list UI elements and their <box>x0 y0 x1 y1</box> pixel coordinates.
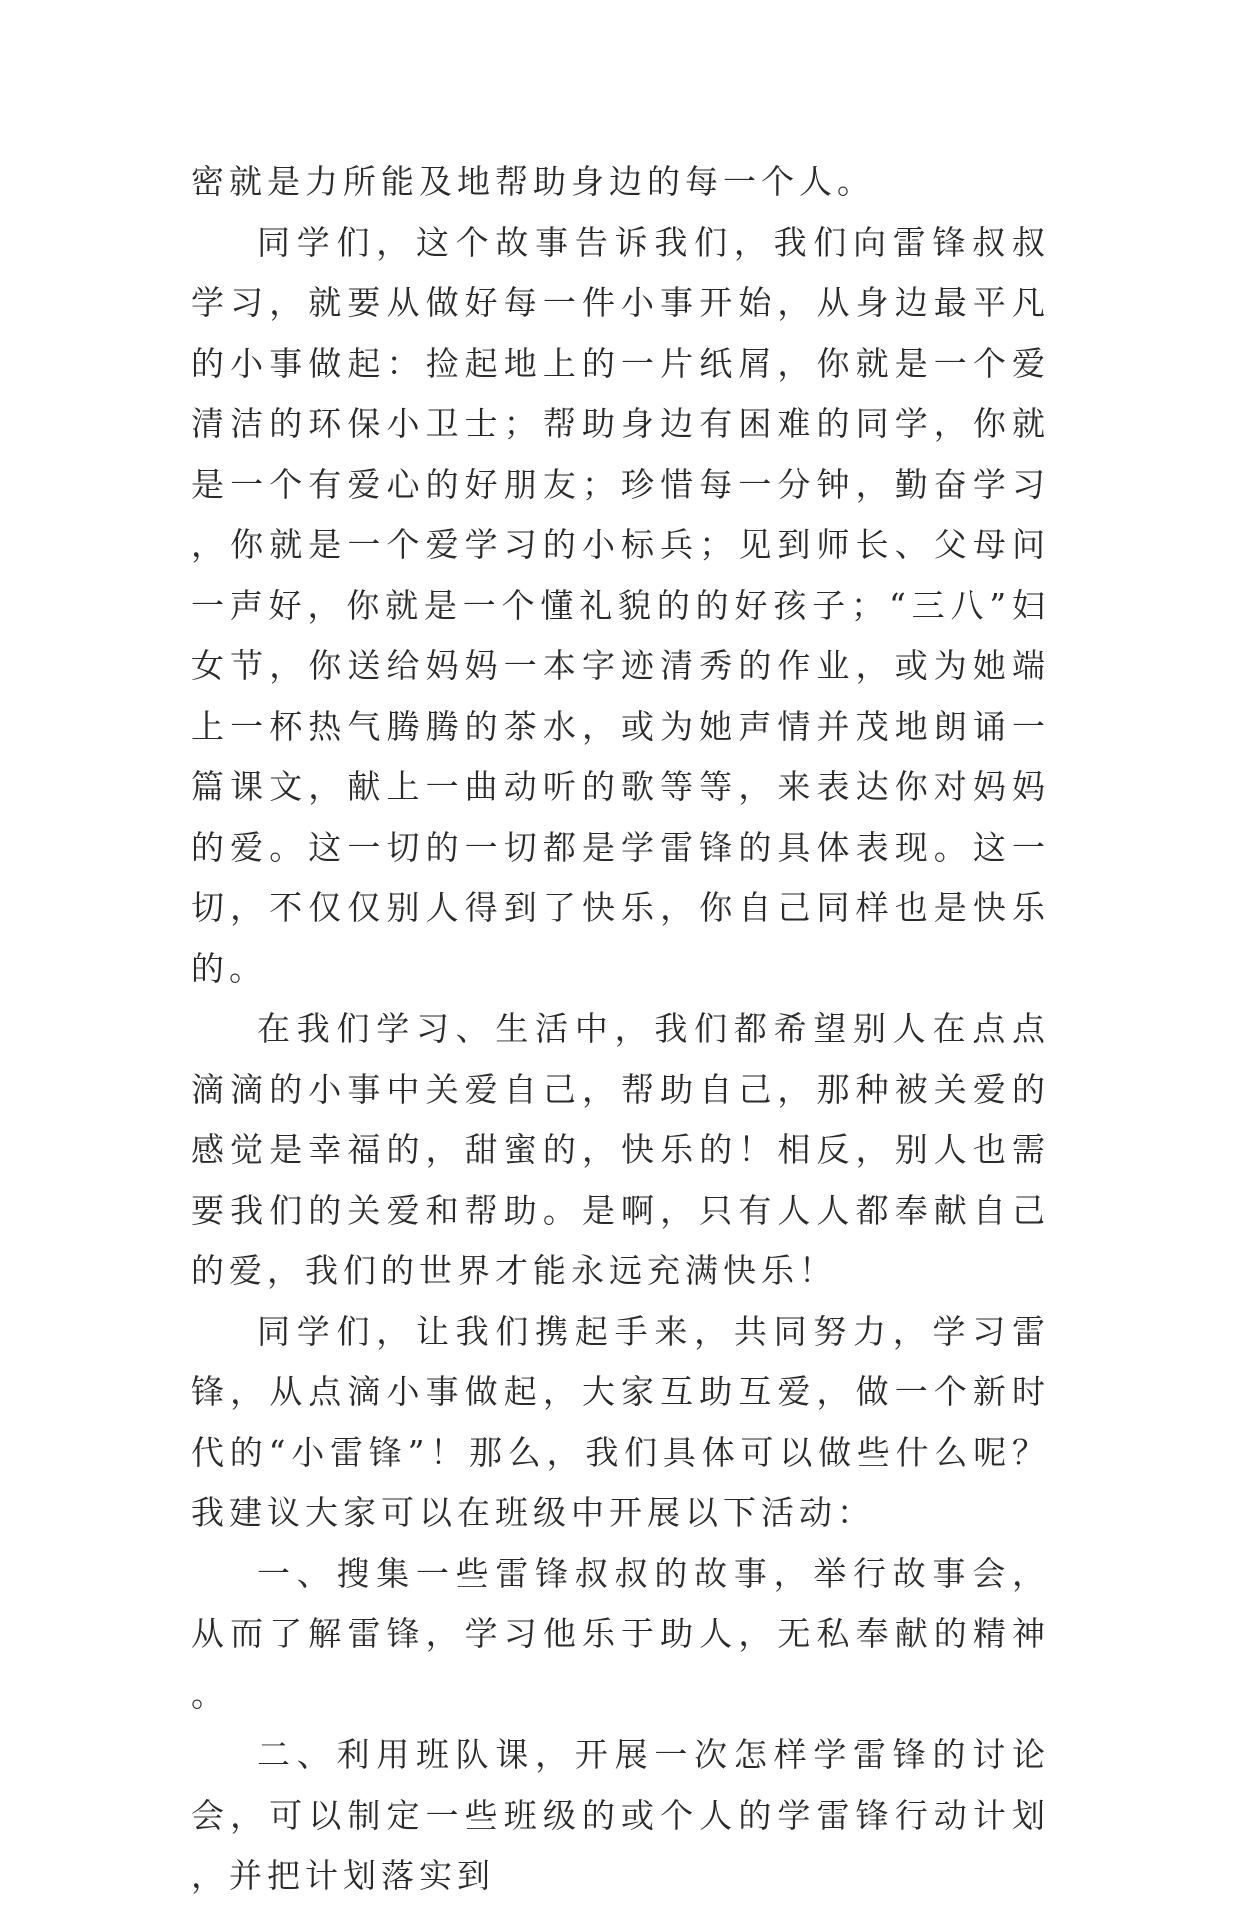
paragraph-2: 同学们，这个故事告诉我们，我们向雷锋叔叔学习，就要从做好每一件小事开始，从身边最平凡的小事做起：捡起地上的一片纸屑，你就是一个爱清洁的环保小卫士；帮助身边有困难的同学，你就是一个有爱心的好朋友；珍惜每一分钟，勤奋学习，你就是一个爱学习的小标兵；见到师长、父母问一声好，你就是一个懂礼貌的的好孩子；“三八”妇女节，你送给妈妈一本字迹清秀的作业，或为她端上一杯热气腾腾的茶水，或为她声情并茂地朗诵一篇课文，献上一曲动听的歌等等，来表达你对妈妈的爱。这一切的一切都是学雷锋的具体表现。这一切，不仅仅别人得到了快乐，你自己同样也是快乐的。 <box>191 222 1050 988</box>
paragraph-6: 二、利用班队课，开展一次怎样学雷锋的讨论会，可以制定一些班级的或个人的学雷锋行动计划，并把计划落实到 <box>191 1735 1050 1895</box>
body-text <box>191 152 1050 1907</box>
paragraph-5: 一、搜集一些雷锋叔叔的故事，举行故事会，从而了解雷锋，学习他乐于助人，无私奉献的精神。 <box>191 1553 1050 1714</box>
paragraph-4: 同学们，让我们携起手来，共同努力，学习雷锋，从点滴小事做起，大家互助互爱，做一个新时代的“小雷锋”！那么，我们具体可以做些什么呢？我建议大家可以在班级中开展以下活动： <box>191 1311 1050 1532</box>
paragraph-3: 在我们学习、生活中，我们都希望别人在点点滴滴的小事中关爱自己，帮助自己，那种被关爱的感觉是幸福的，甜蜜的，快乐的！相反，别人也需要我们的关爱和帮助。是啊，只有人人都奉献自己的爱，我们的世界才能永远充满快乐！ <box>191 1009 1050 1290</box>
paragraph-1: 密就是力所能及地帮助身边的每一个人。 <box>191 162 875 201</box>
